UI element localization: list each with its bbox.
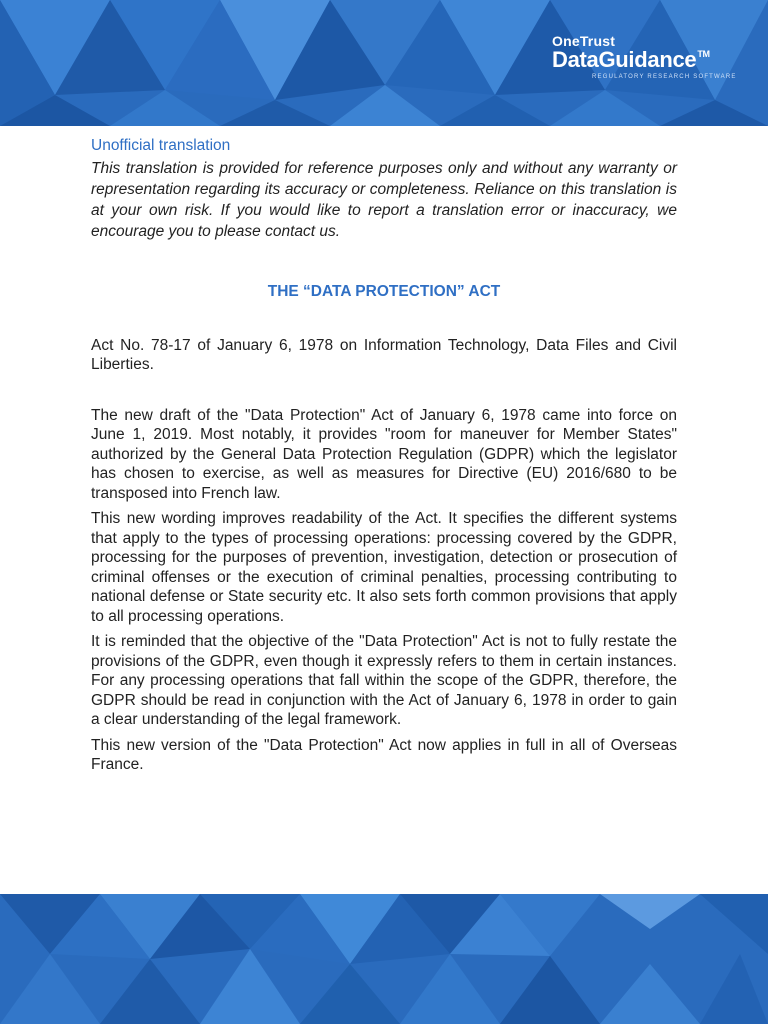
paragraph: This new wording improves readability of the Act. It specifies the different systems that apply to the types of processing operations: processing covered by the GDPR, processing for the purposes of prevention, investigation, detection or prosecution of criminal offenses or the execution of criminal penalties, processing contributing to national defense or State security etc. It also sets forth common provisions that apply to all processing operations. (91, 510, 677, 625)
logo-tagline: REGULATORY RESEARCH SOFTWARE (592, 74, 737, 80)
onetrust-dataguidance-logo (552, 34, 737, 80)
paragraph: The new draft of the "Data Protection" Act of January 6, 1978 came into force on June 1, 2019. Most notably, it provides "room for maneuver for Member States" authorized by the General Data Protection Regulation (GDPR) which the legislator has chosen to exercise, as well as measures for Directive (EU) 2016/680 to be transposed into French law. (91, 406, 677, 502)
act-subtitle: Act No. 78-17 of January 6, 1978 on Information Technology, Data Files and Civil Liberties. (91, 336, 677, 373)
logo-trademark: TM (697, 49, 710, 59)
logo-product-name: DataGuidance (552, 47, 697, 72)
disclaimer-title: Unofficial translation (91, 137, 231, 154)
header-banner (0, 0, 768, 126)
paragraph: This new version of the "Data Protection" Act now applies in full in all of Overseas France. (91, 736, 677, 773)
logo-product (552, 49, 737, 71)
document-body (91, 136, 677, 775)
act-title: THE “DATA PROTECTION” ACT (267, 283, 501, 300)
footer-banner (0, 894, 768, 1024)
disclaimer-text: This translation is provided for reference purposes only and without any warranty or representation regarding its accuracy or completeness. Reliance on this translation is at your own risk. If you would like to report a translation error or inaccuracy, we encourage you to please contact us. (91, 160, 677, 240)
paragraph: It is reminded that the objective of the "Data Protection" Act is not to fully restate the provisions of the GDPR, even though it expressly refers to them in certain instances. For any processing operations that fall within the scope of the GDPR, therefore, the GDPR should be read in conjunction with the Act of January 6, 1978 in order to gain a clear understanding of the legal framework. (91, 633, 677, 728)
footer-pattern (0, 894, 768, 1024)
logo-brand: OneTrust (552, 33, 616, 49)
